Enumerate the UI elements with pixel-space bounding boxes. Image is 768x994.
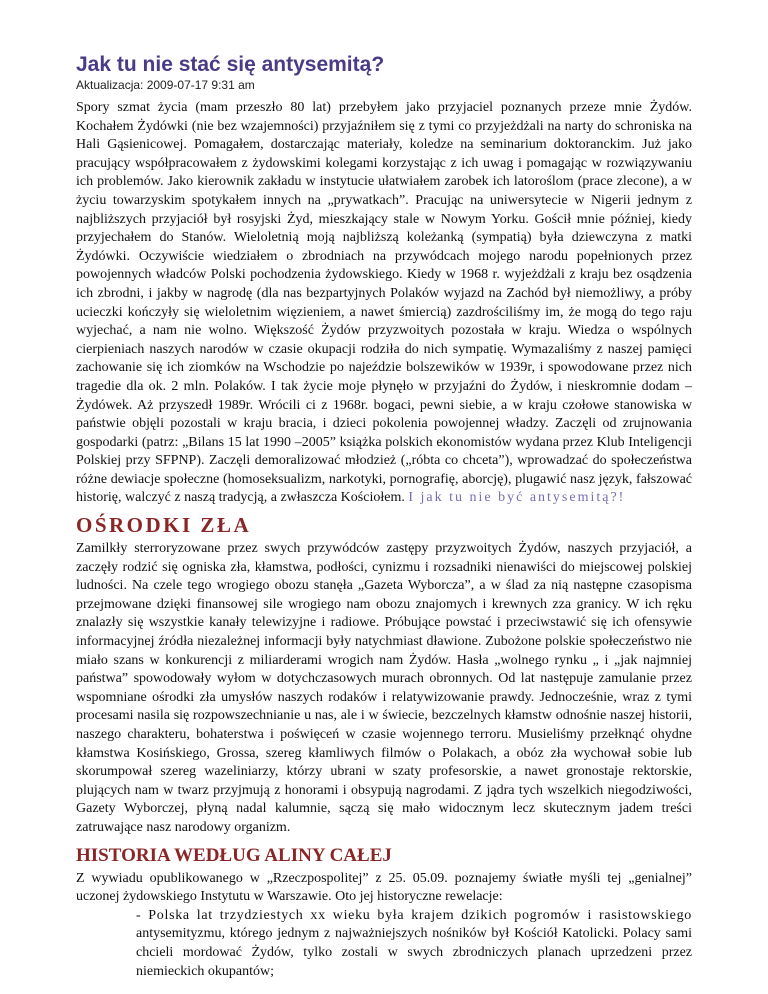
quote-item — [136, 907, 692, 981]
section-heading-historia: HISTORIA WEDŁUG ALINY CAŁEJ — [76, 844, 392, 866]
section-heading-osrodki-zla: OŚRODKI ZŁA — [76, 513, 252, 538]
quote-rest: antysemityzmu, którego jednym z najważniejszych nośników był Kościół Katolicki. Polacy sami chcieli mordować Żydów, tylko zostali w swych zbrodniczych planach uprzedzeni przez niemieckich okupantów; — [136, 926, 692, 979]
quote-lead: - Polska lat trzydziestych xx wieku była krajem dzikich pogromów i rasistowskiego — [136, 907, 692, 923]
update-timestamp: Aktualizacja: 2009-07-17 9:31 am — [76, 78, 255, 92]
intro-closing-question: I jak tu nie być antysemitą?! — [408, 490, 626, 506]
section-paragraph-osrodki-zla: Zamilkły sterroryzowane przez swych przywódców zastępy przyzwoitych Żydów, naszych przyjaciół, a zaczęły rodzić się ogniska zła, kłamstwa, podłości, cynizmu i rozsadniki nienawiści do miejscowej polskiej ludności. Na czele tego wrogiego obozu stanęła „Gazeta Wyborcza”, a w ślad za nią następne czasopisma przejmowane dzięki finansowej sile wrogiego nam obozu znajomych i krewnych zza granicy. W ich ręku znalazły się wszystkie kanały telewizyjne i radiowe. Próbujące powstać i przeciwstawić się ich ofensywie informacyjnej źródła niezależnej informacji były natychmiast dławione. Zubożone polskie społeczeństwo nie miało szans w konkurencji z miliarderami wrogich nam Żydów. Hasła „wolnego rynku „ i „jak najmniej państwa” spowodowały wyłom w dotychczasowych murach obronnych. Od lat następuje zamulanie przez wspomniane ośrodki zła umysłów naszych rodaków i relatywizowanie prawdy. Jednocześnie, wraz z tymi procesami nasila się rozpowszechnianie u nas, ale i w świecie, bezczelnych kłamstw odnośnie naszej historii, naszego charakteru, bohaterstwa i poświęceń w czasie wojennego terroru. Musieliśmy przełknąć ohydne kłamstwa Kosińskiego, Grossa, szereg kłamliwych filmów o Polakach, a obóz zła wychował sobie lub skorumpował szereg wazeliniarzy, którzy ubrani w szaty profesorskie, a nawet gronostaje rektorskie, plujących nam w twarz przyjmują z honorami i obsypują nagrodami. Z jądra tych wszelkich niegodziwości, Gazety Wyborczej, płyną nadal kalumnie, sączą się mało widocznym lecz skutecznym jadem treści zatruwające nasz narodowy organizm. — [76, 541, 692, 835]
intro-paragraph — [76, 99, 692, 508]
article-title: Jak tu nie stać się antysemitą? — [76, 53, 385, 76]
article — [76, 52, 692, 981]
intro-text: Spory szmat życia (mam przeszło 80 lat) przebyłem jako przyjaciel poznanych przeze mnie Żydów. Kochałem Żydówki (nie bez wzajemności) przyjaźniłem się z tymi co przyjeżdżali na narty do schroniska na Hali Gąsienicowej. Pomagałem, dostarczając materiały, koledze na seminarium doktoranckim. Już jako pracujący współpracowałem z żydowskimi kolegami korzystając z ich uwag i pomagając w rozwiązywaniu ich problemów. Jako kierownik zakładu w instytucie ułatwiałem zarobek ich latoroślom (prace zlecone), a w życiu towarzyskim spotykałem innych na „prywatkach”. Pracując na uniwersytecie w Nigerii jednym z najbliższych przyjaciół był rosyjski Żyd, mieszkający stale w Nowym Yorku. Gościł mnie później, kiedy przyjechałem do Stanów. Wieloletnią moją najbliższą koleżanką (sympatią) była dziewczyna z matki Żydówki. Oczywiście wiedziałem o zbrodniach na przywódcach mojego narodu popełnionych przez powojennych władców Polski pochodzenia żydowskiego. Kiedy w 1968 r. wyjeżdżali z kraju bez osądzenia ich zbrodni, i jakby w nagrodę (dla nas bezpartyjnych Polaków wyjazd na Zachód był niemożliwy, a próby ucieczki kończyły się wieloletnim więzieniem, a nawet śmiercią) zazdrościliśmy im, że mogą do tego raju wyjechać, a nam nie wolno. Większość Żydów przyzwoitych pozostała w kraju. Wiedza o wspólnych cierpieniach naszych narodów w czasie okupacji rodziła do nich sympatię. Wymazaliśmy z naszej pamięci zachowanie się ich ziomków na Wschodzie po najeździe bolszewików w 1939r, i spowodowane przez nich tragedie dla ok. 2 mln. Polaków. I tak życie moje płynęło w przyjaźni do Żydów, i nieskromnie dodam – Żydówek. Aż przyszedł 1989r. Wrócili ci z 1968r. bogaci, pewni siebie, a w kraju czołowe stanowiska w państwie objęli pozostali w kraju bracia, i dzieci pokolenia powojennej władzy. Zaczęli od zrujnowania gospodarki (patrz: „Bilans 15 lat 1990 –2005” książka polskich ekonomistów wydana przez Klub Inteligencji Polskiej przy SFPNP). Zaczęli demoralizować młodzież („róbta co chceta”), wprowadzać do społeczeństwa różne dewiacje społeczne (homoseksualizm, narkotyki, pornografię, aborcję), plugawić nasz język, fałszować historię, walczyć z naszą tradycją, a zwłaszcza Kościołem. — [76, 100, 692, 506]
section-paragraph-historia: Z wywiadu opublikowanego w „Rzeczpospolitej” z 25. 05.09. poznajemy światłe myśli tej „genialnej” uczonej żydowskiego Instytutu w Warszawie. Oto jej historyczne rewelacje: — [76, 870, 692, 905]
